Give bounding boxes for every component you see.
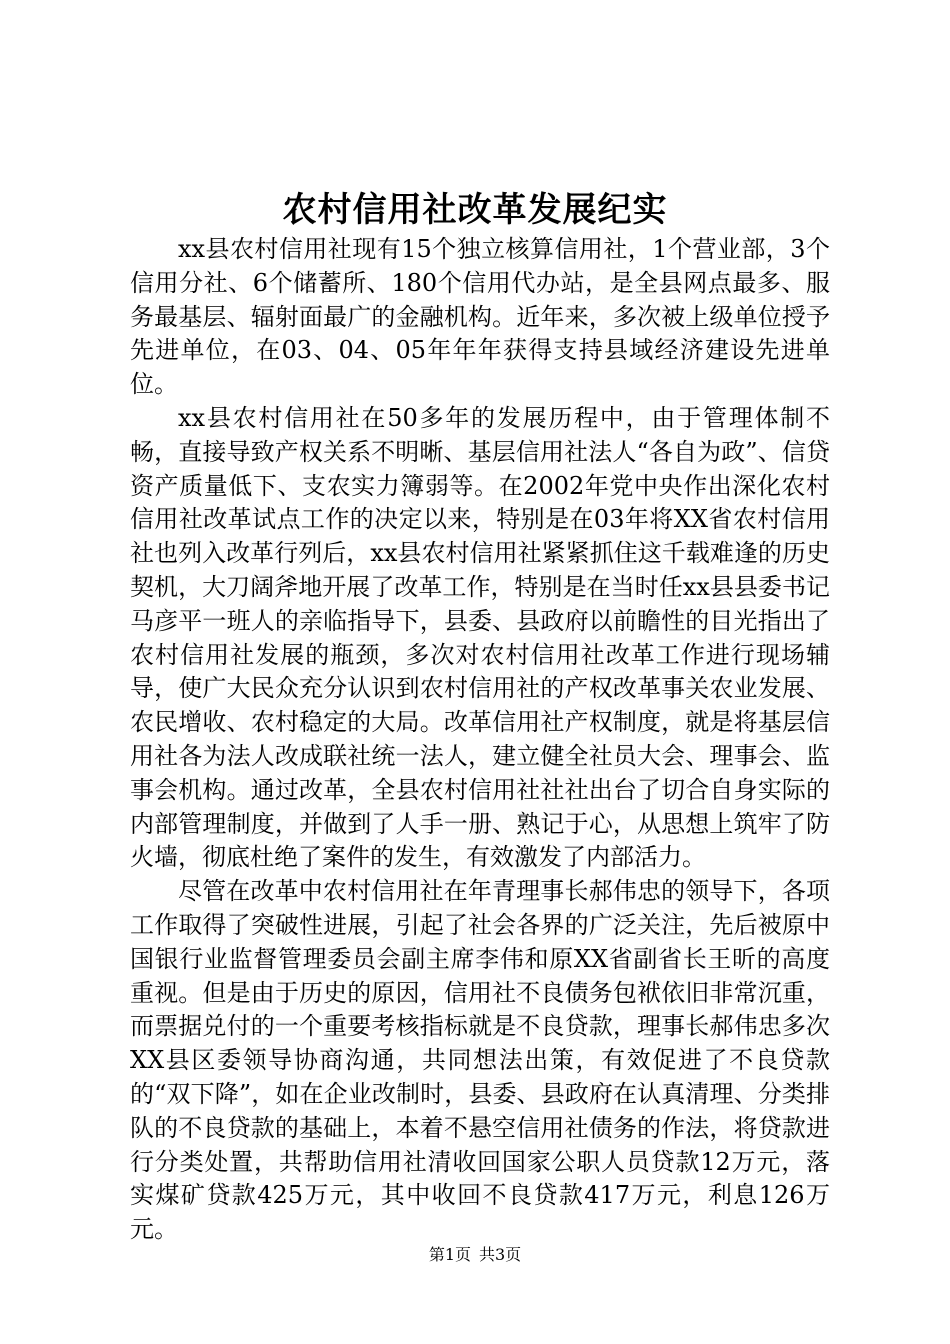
page-footer [0, 1244, 950, 1266]
document-title: 农村信用社改革发展纪实 [282, 190, 668, 230]
paragraph-2: xx县农村信用社在50多年的发展历程中，由于管理体制不畅，直接导致产权关系不明晰、基层信用社法人“各自为政”、信贷资产质量低下、支农实力簿弱等。在2002年党中央作出深化农村信用社改革试点工作的决定以来，特别是在03年将XX省农村信用社也列入改革行列后，xx县农村信用社紧紧抓住这千载难逢的历史契机，大刀阔斧地开展了改革工作，特别是在当时任xx县县委书记马彦平一班人的亲临指导下，县委、县政府以前瞻性的目光指出了农村信用社发展的瓶颈，多次对农村信用社改革工作进行现场辅导，使广大民众充分认识到农村信用社的产权改革事关农业发展、农民增收、农村稳定的大局。改革信用社产权制度，就是将基层信用社各为法人改成联社统一法人，建立健全社员大会、理事会、监事会机构。通过改革，全县农村信用社社社出台了切合自身实际的内部管理制度，并做到了人手一册、熟记于心，从思想上筑牢了防火墙，彻底杜绝了案件的发生，有效激发了内部活力。 [130, 403, 830, 872]
paragraph-1: xx县农村信用社现有15个独立核算信用社，1个营业部，3个信用分社、6个储蓄所、180个信用代办站，是全县网点最多、服务最基层、辐射面最广的金融机构。近年来，多次被上级单位授予先进单位，在03、04、05年年年获得支持县域经济建设先进单位。 [130, 235, 830, 399]
document-body [130, 233, 830, 1247]
page-total: 共3页 [479, 1245, 522, 1264]
paragraph-3: 尽管在改革中农村信用社在年青理事长郝伟忠的领导下，各项工作取得了突破性进展，引起了社会各界的广泛关注，先后被原中国银行业监督管理委员会副主席李伟和原XX省副省长王昕的高度重视。但是由于历史的原因，信用社不良债务包袱依旧非常沉重，而票据兑付的一个重要考核指标就是不良贷款，理事长郝伟忠多次XX县区委领导协商沟通，共同想法出策，有效促进了不良贷款的“双下降”，如在企业改制时，县委、县政府在认真清理、分类排队的不良贷款的基础上，本着不悬空信用社债务的作法，将贷款进行分类处置，共帮助信用社清收回国家公职人员贷款12万元，落实煤矿贷款425万元，其中收回不良贷款417万元，利息126万元。 [130, 877, 830, 1244]
page-number: 第1页 [428, 1245, 471, 1264]
